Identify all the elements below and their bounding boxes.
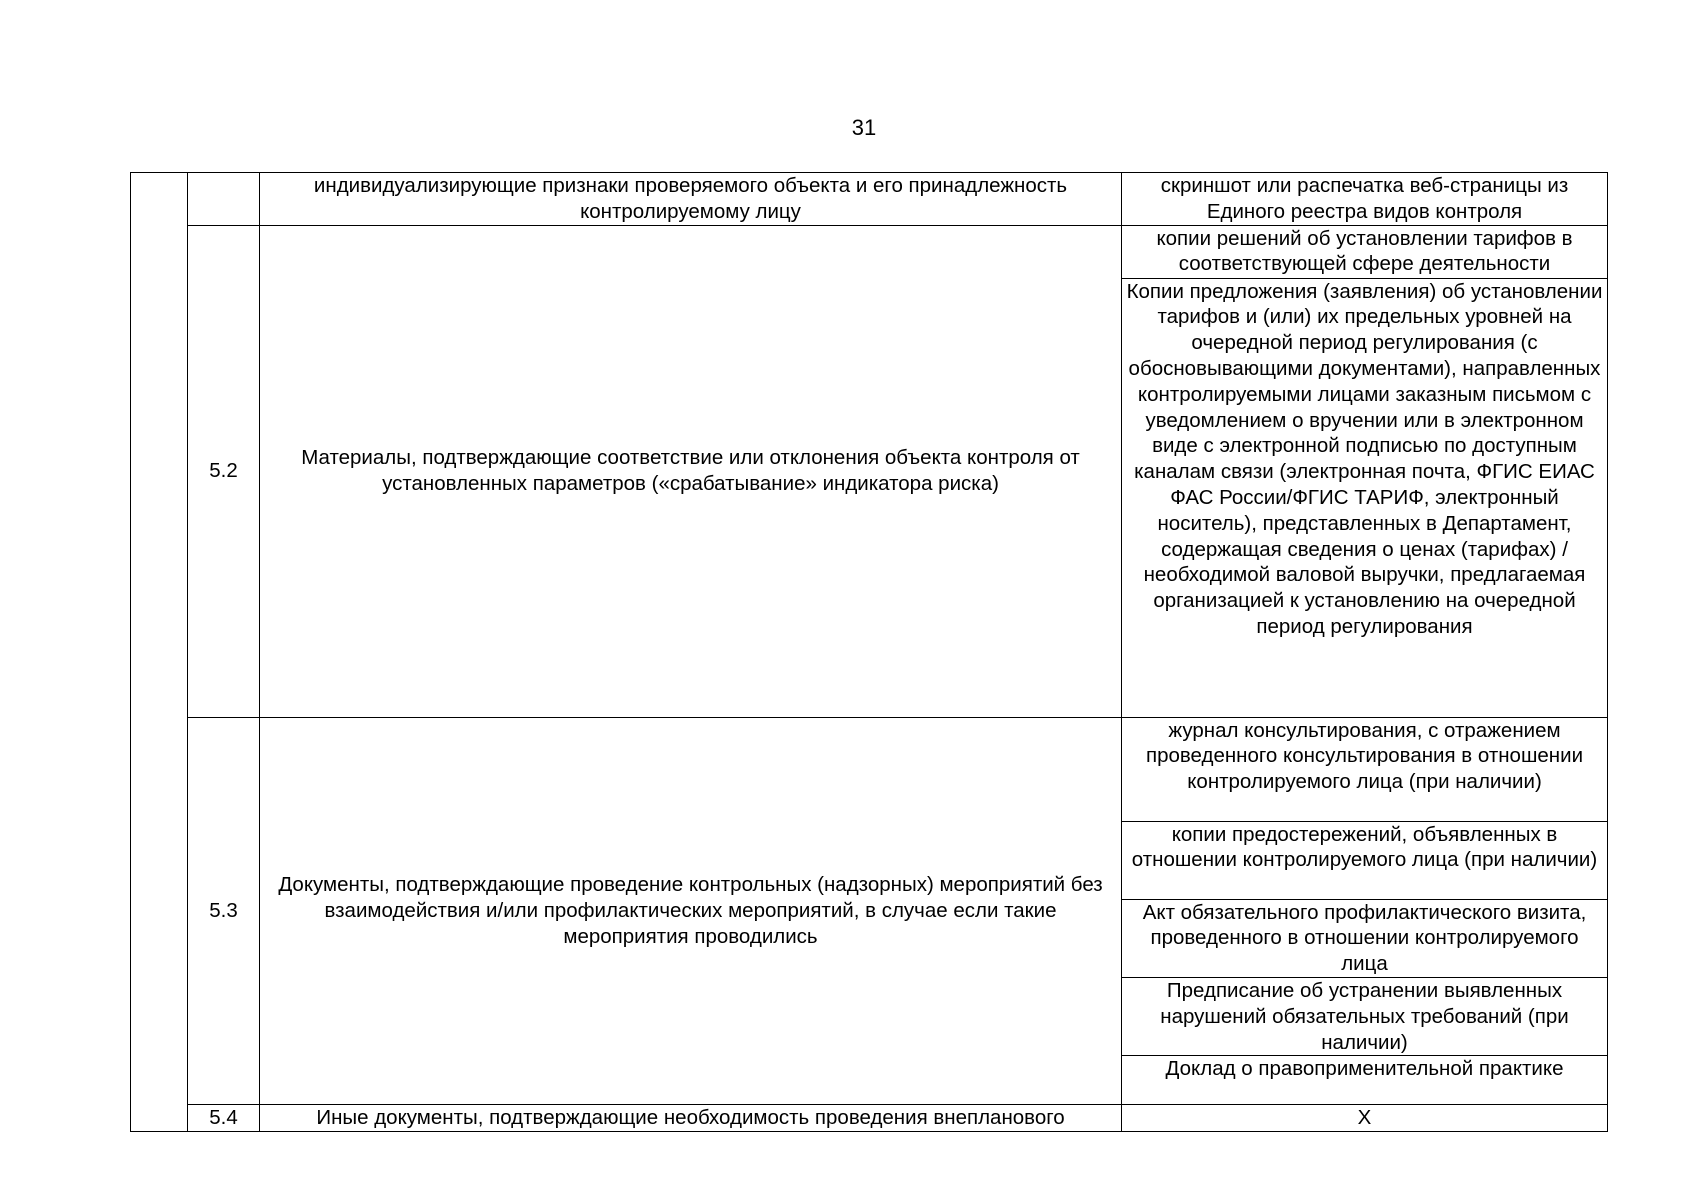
document-cell: Акт обязательного профилактического визита, проведенного в отношении контролируемого лица [1122, 899, 1608, 977]
table-row-continuation [131, 173, 1608, 226]
document-cell: Копии предложения (заявления) об установлении тарифов и (или) их предельных уровней на очередной период регулирования (с обосновывающими документами), направленных контролируемыми лицами заказным письмом с уведомлением о вручении или в электронном виде с электронной подписью по доступным каналам связи (электронная почта, ФГИС ЕИАС ФАС России/ФГИС ТАРИФ, электронный носитель), представленных в Департамент, содержащая сведения о ценах (тарифах) / необходимой валовой выручки, предлагаемая организацией к установлению на очередной период регулирования [1122, 278, 1608, 717]
row-description-cell: Документы, подтверждающие проведение контрольных (надзорных) мероприятий без взаимодействия и/или профилактических мероприятий, в случае если такие мероприятия проводились [260, 717, 1122, 1105]
row-description-cell: Иные документы, подтверждающие необходимость проведения внепланового [260, 1105, 1122, 1132]
page-number: 31 [851, 115, 877, 140]
document-cell: копии предостережений, объявленных в отношении контролируемого лица (при наличии) [1122, 821, 1608, 899]
row-number-cell: 5.4 [188, 1105, 260, 1132]
document-cell: Предписание об устранении выявленных нарушений обязательных требований (при наличии) [1122, 977, 1608, 1055]
document-cell: копии решений об установлении тарифов в соответствующей сфере деятельности [1122, 225, 1608, 278]
table-row-5-2 [131, 225, 1608, 278]
row-description-cell: Материалы, подтверждающие соответствие или отклонения объекта контроля от установленных параметров («срабатывание» индикатора риска) [260, 225, 1122, 717]
row-number-cell: 5.3 [188, 717, 260, 1105]
table-row-5-3 [131, 717, 1608, 821]
table-row-5-4 [131, 1105, 1608, 1132]
document-cell: X [1122, 1105, 1608, 1132]
document-cell: журнал консультирования, с отражением проведенного консультирования в отношении контролируемого лица (при наличии) [1122, 717, 1608, 821]
section-column-cell [131, 173, 188, 1132]
document-cell: Доклад о правоприменительной практике [1122, 1056, 1608, 1105]
documents-table [130, 172, 1608, 1132]
document-cell: скриншот или распечатка веб-страницы из Единого реестра видов контроля [1122, 173, 1608, 226]
row-number-cell: 5.2 [188, 225, 260, 717]
row-number-cell [188, 173, 260, 226]
row-description-cell: индивидуализирующие признаки проверяемого объекта и его принадлежность контролируемому лицу [260, 173, 1122, 226]
